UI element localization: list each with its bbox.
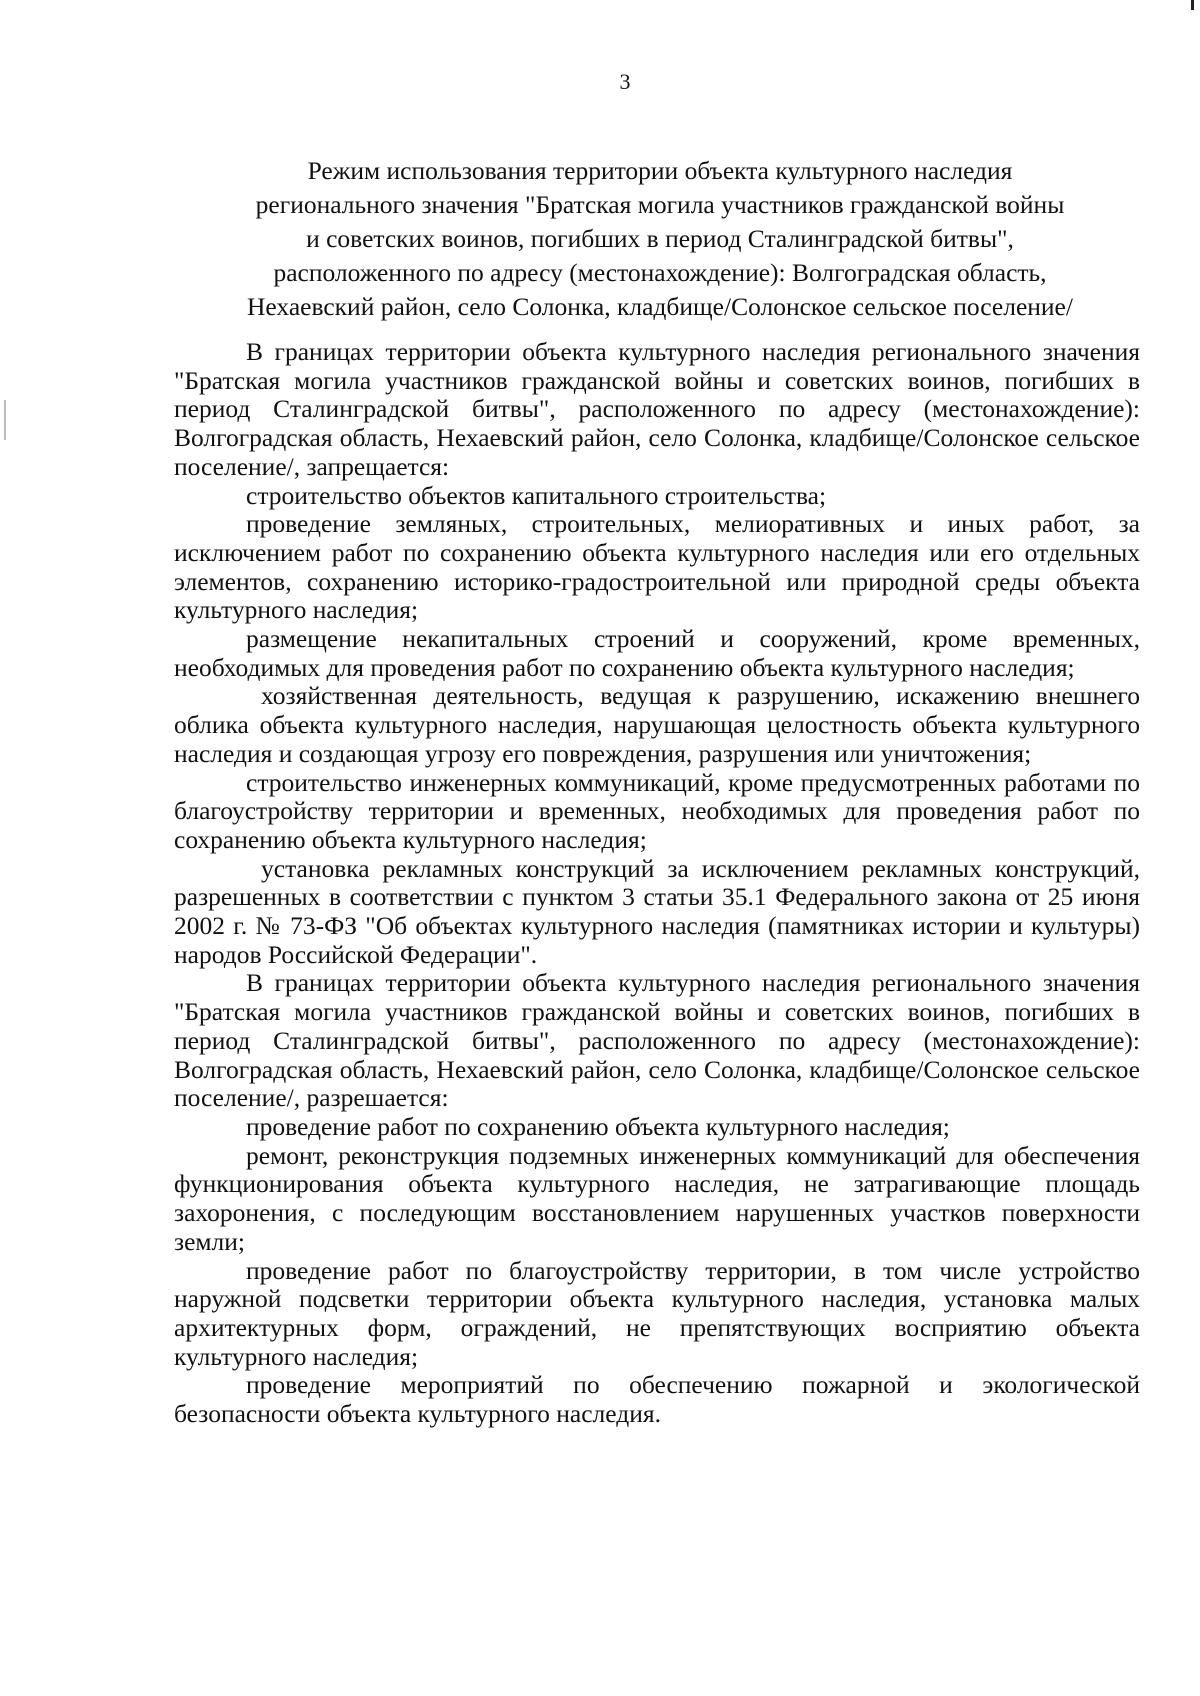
- paragraph-item: хозяйственная деятельность, ведущая к разрушению, искажению внешнего облика объекта культурного наследия, нарушающая целостность объекта культурного наследия и создающая угрозу его повреждения, разрушения или уничтожения;: [174, 681, 1140, 768]
- title-line: регионального значения "Братская могила участников гражданской войны: [255, 190, 1065, 219]
- page-number: 3: [619, 69, 631, 94]
- paragraph-permitted-intro: В границах территории объекта культурного наследия регионального значения "Братская могила участников гражданской войны и советских воинов, погибших в период Сталинградской битвы", расположенного по адресу (местонахождение): Волгоградская область, Нехаевский район, село Солонка, кладбище/Солонское сельское поселение/, разрешается:: [174, 968, 1140, 1113]
- scan-edge-mark: [1191, 0, 1194, 10]
- paragraph-item: размещение некапитальных строений и сооружений, кроме временных, необходимых для проведения работ по сохранению объекта культурного наследия;: [174, 624, 1140, 682]
- paragraph-item: ремонт, реконструкция подземных инженерных коммуникаций для обеспечения функционирования объекта культурного наследия, не затрагивающие площадь захоронения, с последующим восстановлением нарушенных участков поверхности земли;: [174, 1140, 1140, 1256]
- paragraph-prohibited-intro: В границах территории объекта культурного наследия регионального значения "Братская могила участников гражданской войны и советских воинов, погибших в период Сталинградской битвы", расположенного по адресу (местонахождение): Волгоградская область, Нехаевский район, село Солонка, кладбище/Солонское сельское поселение/, запрещается:: [174, 337, 1140, 481]
- paragraph-item: проведение работ по сохранению объекта культурного наследия;: [246, 1111, 950, 1141]
- document-title: [180, 154, 1140, 324]
- title-line: Режим использования территории объекта культурного наследия: [307, 156, 1013, 185]
- document-body: [174, 338, 1140, 1429]
- paragraph-item: проведение земляных, строительных, мелиоративных и иных работ, за исключением работ по сохранению объекта культурного наследия или его отдельных элементов, сохранению историко-градостроительной или природной среды объекта культурного наследия;: [174, 509, 1140, 625]
- paragraph-item: установка рекламных конструкций за исключением рекламных конструкций, разрешенных в соответствии с пунктом 3 статьи 35.1 Федерального закона от 25 июня 2002 г. № 73-ФЗ "Об объектах культурного наследия (памятниках истории и культуры) народов Российской Федерации".: [174, 853, 1140, 969]
- paragraph-item: проведение работ по благоустройству территории, в том числе устройство наружной подсветки территории объекта культурного наследия, установка малых архитектурных форм, ограждений, не препятствующих восприятию объекта культурного наследия;: [174, 1255, 1140, 1371]
- scan-margin-mark: [4, 400, 6, 440]
- title-line: Нехаевский район, село Солонка, кладбище/Солонское сельское поселение/: [247, 292, 1073, 321]
- title-line: и советских воинов, погибших в период Сталинградской битвы",: [306, 224, 1014, 253]
- paragraph-item: проведение мероприятий по обеспечению пожарной и экологической безопасности объекта культурного наследия.: [174, 1370, 1140, 1429]
- paragraph-item: строительство инженерных коммуникаций, кроме предусмотренных работами по благоустройству территории и временных, необходимых для проведения работ по сохранению объекта культурного наследия;: [174, 767, 1140, 854]
- title-line: расположенного по адресу (местонахождение): Волгоградская область,: [273, 258, 1047, 287]
- paragraph-item: строительство объектов капитального строительства;: [246, 480, 827, 510]
